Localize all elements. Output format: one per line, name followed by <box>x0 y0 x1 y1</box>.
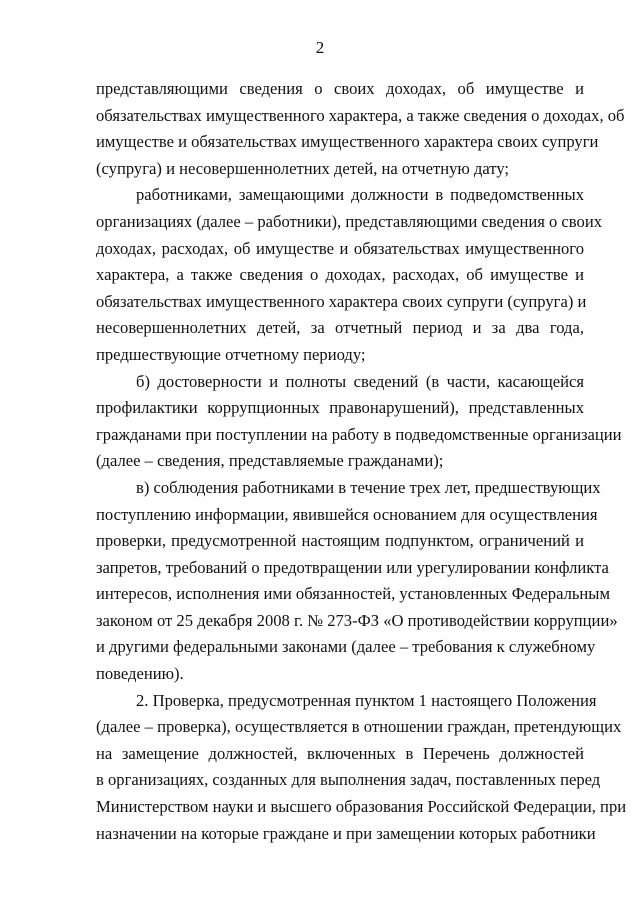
text-line: имуществе и обязательствах имущественного характера своих супруги <box>96 132 599 152</box>
text-line: поведению). <box>96 664 184 684</box>
document-body <box>96 76 627 847</box>
text-line: характера, а также сведения о доходах, расходах, об имуществе и <box>96 265 584 285</box>
text-line: предшествующие отчетному периоду; <box>96 344 366 364</box>
text-line: интересов, исполнения ими обязанностей, установленных Федеральным <box>96 584 610 604</box>
paragraph <box>96 76 625 182</box>
text-line: обязательствах имущественного характера своих супруги (супруга) и <box>96 291 587 311</box>
page-number: 2 <box>315 38 325 57</box>
paragraph <box>96 688 627 848</box>
text-line: поступлению информации, явившейся основанием для осуществления <box>96 504 598 524</box>
text-line: доходах, расходах, об имуществе и обязательствах имущественного <box>96 238 584 258</box>
paragraph <box>96 475 618 688</box>
text-line: запретов, требований о предотвращении или урегулировании конфликта <box>96 557 609 577</box>
text-line: работниками, замещающими должности в подведомственных <box>136 185 584 205</box>
text-line: организациях (далее – работники), представляющими сведения о своих <box>96 211 602 231</box>
text-line: представляющими сведения о своих доходах, об имуществе и <box>96 79 584 98</box>
paragraph <box>96 369 622 475</box>
text-line: в) соблюдения работниками в течение трех лет, предшествующих <box>136 477 601 497</box>
text-line: (далее – проверка), осуществляется в отношении граждан, претендующих <box>96 717 622 737</box>
text-line: (супруга) и несовершеннолетних детей, на отчетную дату; <box>96 158 510 178</box>
text-line: профилактики коррупционных правонарушений), представленных <box>96 398 584 418</box>
text-line: обязательствах имущественного характера, а также сведения о доходах, об <box>96 105 625 125</box>
text-line: несовершеннолетних детей, за отчетный период и за два года, <box>96 318 584 338</box>
text-line: проверки, предусмотренной настоящим подпунктом, ограничений и <box>96 531 584 551</box>
text-line: законом от 25 декабря 2008 г. № 273-ФЗ «О противодействии коррупции» <box>96 610 618 630</box>
text-line: Министерством науки и высшего образования Российской Федерации, при <box>96 797 627 817</box>
text-line: 2. Проверка, предусмотренная пунктом 1 настоящего Положения <box>136 690 597 710</box>
paragraph <box>96 182 602 368</box>
text-line: назначении на которые граждане и при замещении которых работники <box>96 823 596 843</box>
text-line: гражданами при поступлении на работу в подведомственные организации <box>96 424 622 444</box>
text-line: на замещение должностей, включенных в Перечень должностей <box>96 743 584 763</box>
text-line: в организациях, созданных для выполнения задач, поставленных перед <box>96 770 601 790</box>
text-line: и другими федеральными законами (далее – требования к служебному <box>96 637 596 657</box>
text-line: б) достоверности и полноты сведений (в части, касающейся <box>136 371 584 391</box>
text-line: (далее – сведения, представляемые гражданами); <box>96 451 444 471</box>
